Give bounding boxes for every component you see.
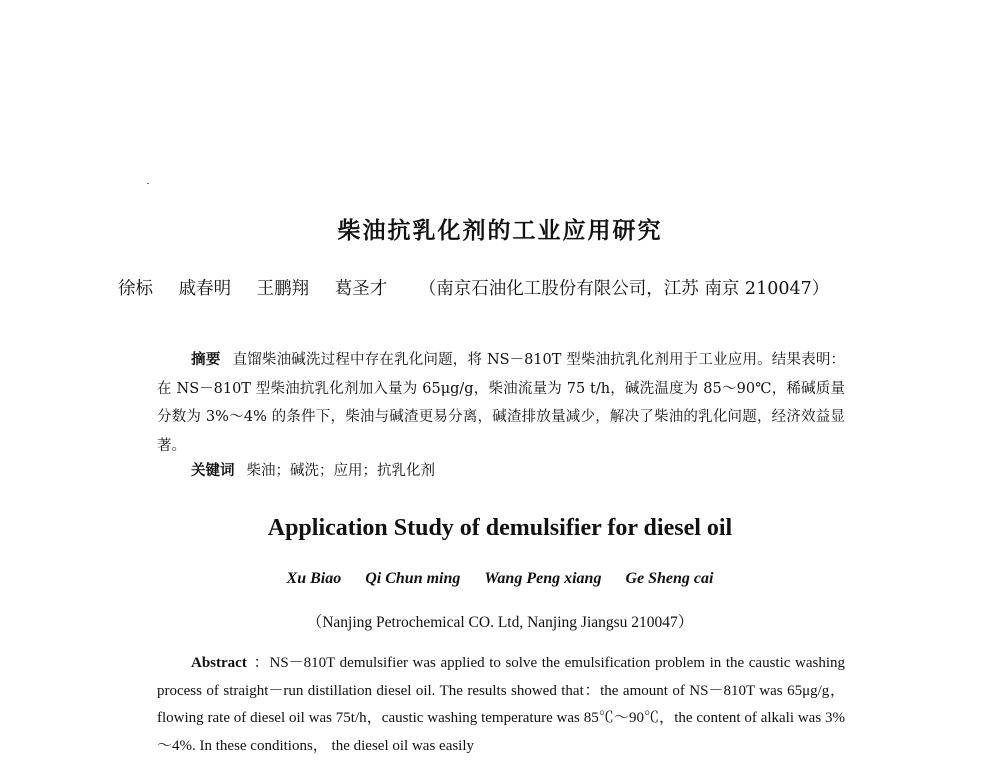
author-name: Wang Peng xiang — [484, 570, 602, 587]
chinese-keywords-label: 关键词 — [191, 463, 235, 479]
chinese-title: 柴油抗乳化剂的工业应用研究 — [337, 218, 663, 244]
chinese-abstract — [157, 346, 845, 460]
chinese-keywords — [191, 460, 791, 482]
english-abstract-label: Abstract — [191, 655, 247, 671]
chinese-author-line — [118, 275, 898, 300]
english-abstract — [157, 650, 845, 760]
author-name: 葛圣才 — [334, 279, 388, 299]
chinese-affiliation: （南京石油化工股份有限公司，江苏 南京 210047） — [418, 279, 830, 299]
english-abstract-text: ：NS－810T demulsifier was applied to solve the emulsification problem in the caustic washing process of straight－run distillation diesel oil. The results showed that：the amount of NS－810T was 65μg/g，flowing rate of diesel oil was 75t/h，caustic washing temperature was 85℃～90℃，the content of alkali was 3%～4%. In these conditions， the diesel oil was easily — [157, 655, 845, 754]
english-title: Application Study of demulsifier for diesel oil — [267, 515, 733, 541]
author-name: Xu Biao — [286, 570, 342, 587]
chinese-abstract-text: 直馏柴油碱洗过程中存在乳化问题，将 NS－810T 型柴油抗乳化剂用于工业应用。结果表明：在 NS－810T 型柴油抗乳化剂加入量为 65μg/g，柴油流量为 75 t/h，碱洗温度为 85～90℃，稀碱质量分数为 3%～4% 的条件下，柴油与碱渣更易分离，碱渣排放量减少，解决了柴油的乳化问题，经济效益显著。 — [157, 352, 846, 454]
author-name: 王鹏翔 — [256, 279, 310, 299]
scan-speck — [147, 183, 149, 184]
author-name: 徐标 — [118, 279, 153, 299]
english-affiliation: （Nanjing Petrochemical CO. Ltd, Nanjing Jiangsu 210047） — [306, 614, 694, 631]
chinese-abstract-label: 摘要 — [191, 352, 221, 368]
english-author-line — [0, 570, 1000, 588]
chinese-keywords-text: 柴油；碱洗；应用；抗乳化剂 — [246, 463, 435, 479]
author-name: 戚春明 — [178, 279, 232, 299]
author-name: Qi Chun ming — [365, 570, 461, 587]
author-name: Ge Sheng cai — [625, 570, 714, 587]
